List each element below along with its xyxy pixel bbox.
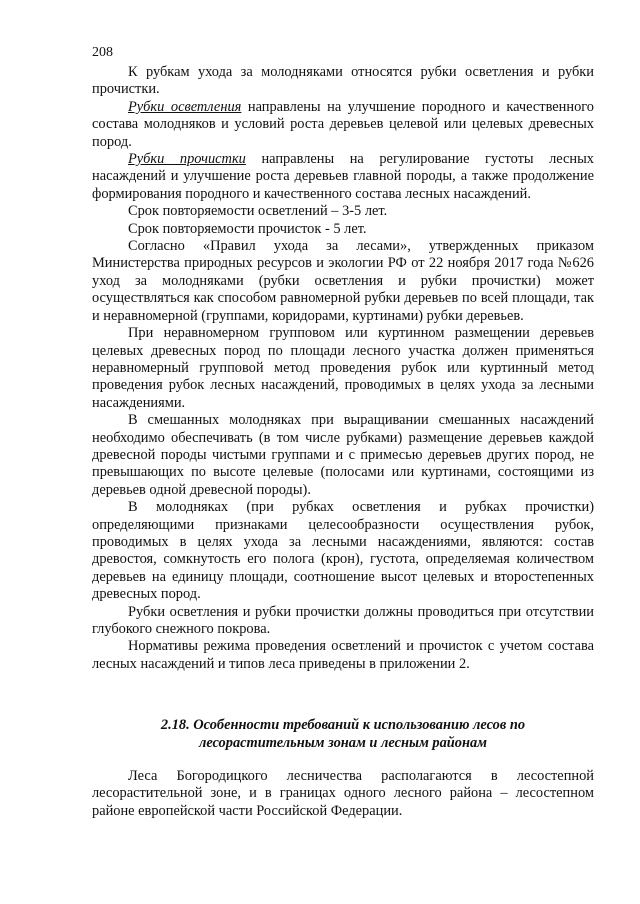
paragraph-1: К рубкам ухода за молодняками относятся рубки осветления и рубки прочистки. (92, 64, 594, 98)
paragraph-7: При неравномерном групповом или куртинном размещении деревьев целевых древесных пород по площади лесного участка должен применяться неравномерный групповой метод проведения рубок или куртинный метод проведения рубок лесных насаждений, проводимых в целях ухода за лесными насаждениями. (92, 325, 594, 411)
paragraph-5: Срок повторяемости прочисток - 5 лет. (128, 220, 367, 237)
body-text (92, 64, 594, 673)
paragraph-8: В смешанных молодняках при выращивании смешанных насаждений необходимо обеспечивать (в том числе рубками) размещение деревьев каждой древесной породы чистыми группами и с примесью деревьев других пород, не превышающих по высоте целевые (полосами или куртинами, состоящими из деревьев одной древесной породы). (92, 412, 594, 498)
paragraph-2-text: направлены на улучшение породного и качественного состава молодняков и условий роста деревьев целевой или целевых древесных пород. (92, 98, 594, 150)
term-rubki-prochistki: Рубки прочистки (128, 151, 246, 168)
section-heading-line-1: 2.18. Особенности требований к использованию лесов по (160, 717, 526, 733)
section-heading (92, 716, 594, 752)
paragraph-3-text: направлены на регулирование густоты лесных насаждений и улучшение роста деревьев главной породы, а также продолжение формирования породного и качественного состава лесных насаждений. (92, 151, 595, 202)
section-body (92, 768, 594, 820)
section-paragraph: Леса Богородицкого лесничества располагаются в лесостепной лесорастительной зоне, и в границах одного лесного района – лесостепном районе европейской части Российской Федерации. (92, 768, 594, 819)
paragraph-11: Нормативы режима проведения осветлений и прочисток с учетом состава лесных насаждений и типов леса приведены в приложении 2. (92, 638, 594, 672)
page-number: 208 (92, 45, 113, 60)
paragraph-4: Срок повторяемости осветлений – 3-5 лет. (128, 203, 388, 220)
term-rubki-osvetleniya: Рубки осветления (128, 98, 242, 115)
paragraph-2 (92, 99, 594, 151)
paragraph-3 (92, 151, 594, 203)
section-heading-line-2: лесорастительным зонам и лесным районам (198, 735, 488, 751)
paragraph-6: Согласно «Правил ухода за лесами», утвержденных приказом Министерства природных ресурсов и экологии РФ от 22 ноября 2017 года №626 уход за молодняками (рубки осветления и рубки прочистки) может осуществляться как способом равномерной рубки деревьев по всей площади, так и неравномерной (группами, коридорами, куртинами) рубки деревьев. (92, 238, 594, 324)
paragraph-9: В молодняках (при рубках осветления и рубках прочистки) определяющими признаками целесообразности осуществления рубок, проводимых в целях ухода за лесными насаждениями, являются: состав древостоя, сомкнутость его полога (крон), густота, определяемая количеством деревьев на единицу площади, соотношение высот целевых и второстепенных древесных пород. (92, 499, 594, 603)
paragraph-10: Рубки осветления и рубки прочистки должны проводиться при отсутствии глубокого снежного покрова. (92, 603, 594, 637)
